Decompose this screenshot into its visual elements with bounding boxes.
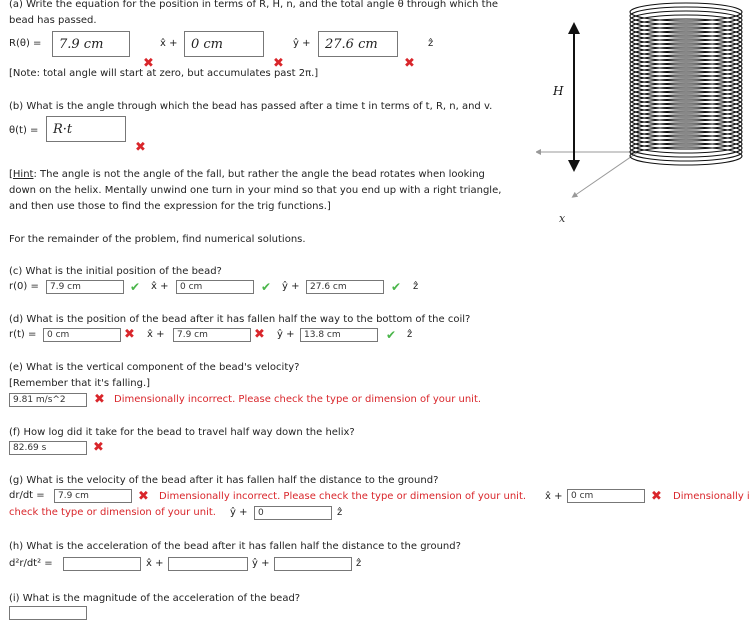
part-a-y-input[interactable]: 0 cm <box>184 31 264 57</box>
part-h-x-input[interactable] <box>63 557 141 571</box>
part-i-question: (i) What is the magnitude of the acceleration of the bead? <box>9 593 301 604</box>
part-c-x-unit: x̂ + <box>151 281 169 292</box>
part-d-z-correct-icon: ✔ <box>386 328 397 342</box>
part-g-lhs: dr/dt = <box>9 490 45 501</box>
part-c-y-unit: ŷ + <box>282 281 300 292</box>
part-d-y-unit: ŷ + <box>277 329 295 340</box>
part-c-y-input[interactable]: 0 cm <box>176 280 254 294</box>
x-axis-label: x <box>559 212 566 225</box>
hint-line3: and then use those to find the expression for the trig functions.] <box>9 201 331 212</box>
part-g-x-unit: x̂ + <box>545 491 563 502</box>
part-d-y-input[interactable]: 7.9 cm <box>173 328 251 342</box>
part-h-y-unit: ŷ + <box>252 558 270 569</box>
part-f-question: (f) How log did it take for the bead to travel half way down the helix? <box>9 427 355 438</box>
part-a-z-input[interactable]: 27.6 cm <box>318 31 398 57</box>
helix-diagram <box>536 0 751 235</box>
part-d-x-unit: x̂ + <box>147 329 165 340</box>
part-c-x-input[interactable]: 7.9 cm <box>46 280 124 294</box>
part-h-y-input[interactable] <box>168 557 248 571</box>
part-f-input[interactable]: 82.69 s <box>9 441 87 455</box>
part-a-y-incorrect-icon: ✖ <box>273 56 284 71</box>
part-a-question-line2: bead has passed. <box>9 15 97 26</box>
part-a-x-unit: x̂ + <box>160 38 178 49</box>
part-g-x-input[interactable]: 7.9 cm <box>54 489 132 503</box>
part-d-z-unit: ẑ <box>407 329 413 340</box>
part-d-x-incorrect-icon: ✖ <box>124 327 135 342</box>
part-c-lhs: r(0) = <box>9 281 39 292</box>
helix-coil <box>630 3 742 165</box>
part-h-question: (h) What is the acceleration of the bead after it has fallen half the distance to the ground? <box>9 541 461 552</box>
hint-line1 <box>9 168 485 181</box>
part-h-z-unit: ẑ <box>356 558 362 569</box>
part-e-input[interactable]: 9.81 m/s^2 <box>9 393 87 407</box>
hint-link[interactable]: Hint <box>12 169 34 180</box>
part-g-y-incorrect-icon: ✖ <box>651 489 662 504</box>
part-a-note: [Note: total angle will start at zero, but accumulates past 2π.] <box>9 68 319 79</box>
part-h-lhs: d²r/dt² = <box>9 558 53 569</box>
part-b-question: (b) What is the angle through which the bead has passed after a time t in terms of t, R, n, and v. <box>9 101 493 112</box>
part-d-question: (d) What is the position of the bead after it has fallen half the way to the bottom of the coil? <box>9 314 471 325</box>
part-e-remember: [Remember that it's falling.] <box>9 378 151 389</box>
part-d-lhs: r(t) = <box>9 329 37 340</box>
part-g-y-first-input[interactable]: 0 cm <box>567 489 645 503</box>
part-e-incorrect-icon: ✖ <box>94 392 105 407</box>
part-b-incorrect-icon: ✖ <box>135 140 146 155</box>
hint-line2: down on the helix. Mentally unwind one turn in your mind so that you end up with a right triangle, <box>9 185 502 196</box>
height-label: H <box>553 84 564 98</box>
part-e-error-message: Dimensionally incorrect. Please check the type or dimension of your unit. <box>114 394 482 405</box>
part-g-z-input[interactable]: 0 <box>254 506 332 520</box>
part-c-y-correct-icon: ✔ <box>261 280 272 294</box>
part-c-x-correct-icon: ✔ <box>130 280 141 294</box>
part-c-z-correct-icon: ✔ <box>391 280 402 294</box>
part-d-x-input[interactable]: 0 cm <box>43 328 121 342</box>
remainder-note: For the remainder of the problem, find numerical solutions. <box>9 234 306 245</box>
part-c-question: (c) What is the initial position of the bead? <box>9 266 222 277</box>
part-d-y-incorrect-icon: ✖ <box>254 327 265 342</box>
part-a-lhs: R(θ) = <box>9 38 42 49</box>
part-i-input[interactable] <box>9 606 87 620</box>
part-d-z-input[interactable]: 13.8 cm <box>300 328 378 342</box>
axis-lines <box>538 118 638 196</box>
part-a-x-input[interactable]: 7.9 cm <box>52 31 130 57</box>
hint-line1-text: : The angle is not the angle of the fall, but rather the angle the bead rotates when looking <box>33 169 485 180</box>
part-a-question-line1: (a) Write the equation for the position in terms of R, H, n, and the total angle θ through which the <box>9 0 499 10</box>
part-h-z-input[interactable] <box>274 557 352 571</box>
part-g-z-unit: ẑ <box>337 507 343 518</box>
part-c-z-input[interactable]: 27.6 cm <box>306 280 384 294</box>
part-f-incorrect-icon: ✖ <box>93 440 104 455</box>
part-g-x-incorrect-icon: ✖ <box>138 489 149 504</box>
part-c-z-unit: ẑ <box>413 281 419 292</box>
hint-bracket: [ <box>9 169 13 180</box>
part-e-question: (e) What is the vertical component of the bead's velocity? <box>9 362 300 373</box>
part-g-y-error-message: Dimensionally i <box>673 491 750 502</box>
part-g-error-continuation: check the type or dimension of your unit. <box>9 507 216 518</box>
part-h-x-unit: x̂ + <box>146 558 164 569</box>
part-a-y-unit: ŷ + <box>293 38 311 49</box>
part-g-question: (g) What is the velocity of the bead after it has fallen half the distance to the ground? <box>9 475 439 486</box>
part-b-input[interactable]: R·t <box>46 116 126 142</box>
part-a-z-incorrect-icon: ✖ <box>404 56 415 71</box>
part-b-lhs: θ(t) = <box>9 125 39 136</box>
part-a-z-unit: ẑ <box>428 38 434 49</box>
part-a-x-incorrect-icon: ✖ <box>143 56 154 71</box>
part-g-x-error-message: Dimensionally incorrect. Please check the type or dimension of your unit. <box>159 491 527 502</box>
part-g-y-unit: ŷ + <box>230 507 248 518</box>
